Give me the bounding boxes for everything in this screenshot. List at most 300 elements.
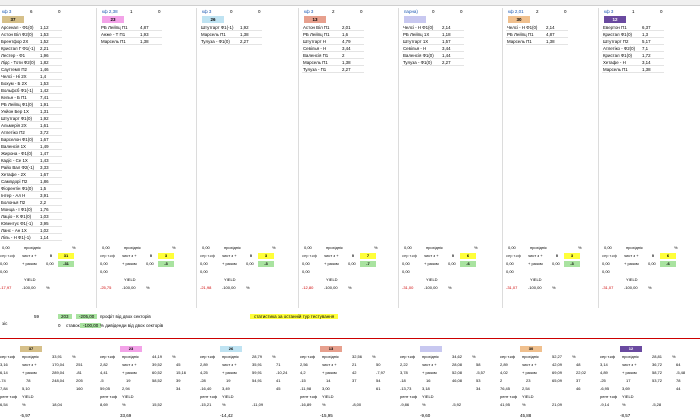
bet-name: Альмерія 2Х bbox=[1, 123, 27, 128]
overall-stat-value: 45 bbox=[276, 386, 281, 391]
column-subheader bbox=[100, 16, 188, 23]
list-item[interactable] bbox=[0, 157, 62, 164]
overall-stat-value: % bbox=[622, 402, 626, 407]
bet-odds: 1,38 bbox=[546, 39, 555, 44]
list-item[interactable] bbox=[0, 38, 62, 45]
bet-odds: 1,14 bbox=[40, 235, 49, 240]
stat-label: чист з + bbox=[222, 253, 237, 258]
bet-odds: 1,67 bbox=[40, 172, 49, 177]
list-item[interactable] bbox=[100, 31, 162, 38]
overall-stat-value: 36,72 bbox=[652, 362, 663, 367]
stat-value: -6 bbox=[660, 261, 676, 267]
footer-number: 45,88 bbox=[520, 413, 532, 418]
list-item[interactable] bbox=[302, 38, 364, 45]
column-stats bbox=[506, 244, 594, 292]
overall-stat-value: 3,78 bbox=[400, 370, 408, 375]
list-item[interactable] bbox=[402, 45, 464, 52]
overall-stat-value: прохідніс bbox=[322, 354, 339, 359]
list-item[interactable] bbox=[200, 31, 262, 38]
column-header bbox=[0, 8, 88, 16]
bet-odds: 3,33 bbox=[40, 165, 49, 170]
overall-stat-value: 41,95 bbox=[500, 402, 511, 407]
column-divider bbox=[502, 8, 503, 308]
overall-stat-value: 14 bbox=[326, 378, 331, 383]
overall-stat-value: 42,09 bbox=[552, 362, 563, 367]
yield-value: -100,00 bbox=[424, 285, 438, 290]
list-item[interactable] bbox=[402, 24, 464, 31]
column-count-badge bbox=[404, 16, 426, 23]
bet-name: Болонья П2 bbox=[1, 200, 26, 205]
overall-stat-value: 61 bbox=[376, 386, 381, 391]
stat-label: YIELD bbox=[124, 277, 136, 282]
bet-odds: 5,17 bbox=[642, 39, 651, 44]
overall-stat-value: 23 bbox=[526, 378, 531, 383]
bet-name: Севілья - Н bbox=[403, 46, 427, 51]
list-item[interactable] bbox=[0, 87, 62, 94]
overall-stat-value: -5 bbox=[100, 378, 104, 383]
list-item[interactable] bbox=[0, 52, 62, 59]
overall-stat-value: % bbox=[22, 402, 26, 407]
stat-value: 0,00 bbox=[506, 269, 514, 274]
bet-odds: 4,87 bbox=[140, 25, 149, 30]
stat-value: -31 bbox=[58, 261, 74, 267]
bet-name: Бохум - Б 2Х bbox=[1, 81, 28, 86]
column-header bbox=[302, 8, 390, 16]
bet-name: Кадіс - Се 1Х bbox=[1, 158, 28, 163]
stat-label: % bbox=[448, 285, 452, 290]
list-item[interactable] bbox=[506, 24, 568, 31]
footer-number: -14,42 bbox=[220, 413, 233, 418]
list-item[interactable] bbox=[602, 66, 664, 73]
list-item[interactable] bbox=[602, 59, 664, 66]
stat-value: -17,97 bbox=[0, 285, 12, 290]
odds-label: кф 3 bbox=[202, 9, 212, 14]
bet-name: Валенсія 1Х bbox=[1, 144, 26, 149]
bet-name: Ліль - Н Ф1(-1) bbox=[1, 235, 31, 240]
list-item[interactable] bbox=[0, 108, 62, 115]
odds-label: кф 3 bbox=[304, 9, 314, 14]
stat-value: 0,00 bbox=[648, 261, 656, 266]
list-item[interactable] bbox=[302, 45, 364, 52]
bet-name: Валенсія Ф1(0) bbox=[403, 53, 434, 58]
stat-value: 0,00 bbox=[348, 261, 356, 266]
overall-stat-value: 3,69 bbox=[622, 386, 630, 391]
list-item[interactable] bbox=[0, 31, 62, 38]
overall-stat-value: 58,52 bbox=[152, 378, 163, 383]
stat-value: 0,00 bbox=[302, 261, 310, 266]
list-item[interactable] bbox=[100, 24, 162, 31]
overall-stat-value: 251 bbox=[76, 362, 83, 367]
overall-stat-value: рент т.кф bbox=[400, 394, 418, 399]
overall-stat-value: рент т.кф bbox=[500, 394, 518, 399]
overall-stat-value: 60,52 bbox=[152, 370, 163, 375]
list-item[interactable] bbox=[0, 80, 62, 87]
list-item[interactable] bbox=[0, 73, 62, 80]
list-item[interactable] bbox=[0, 94, 62, 101]
list-item[interactable] bbox=[402, 52, 464, 59]
stat-label: сер т.кф bbox=[506, 253, 522, 258]
column-count-badge: 23 bbox=[102, 16, 124, 23]
summary-bets-label: ставок bbox=[66, 323, 80, 328]
column-subheader bbox=[402, 16, 490, 23]
stat-label: YIELD bbox=[224, 277, 236, 282]
bet-odds: 1,38 bbox=[140, 39, 149, 44]
list-item[interactable] bbox=[0, 220, 62, 227]
stat-value: 31 bbox=[58, 253, 74, 259]
overall-stat-value: -9,86 bbox=[400, 402, 410, 407]
list-item[interactable] bbox=[0, 199, 62, 206]
list-item[interactable] bbox=[0, 150, 62, 157]
overall-stat-value: 3,00 bbox=[322, 386, 330, 391]
stat-label: 0,00 bbox=[2, 245, 10, 250]
overall-stat-value: 44,19 bbox=[152, 354, 163, 359]
bet-odds: 1,02 bbox=[40, 228, 49, 233]
summary-profit: -205,00 bbox=[76, 314, 97, 319]
list-item[interactable] bbox=[0, 143, 62, 150]
header-value: 2 bbox=[332, 9, 335, 14]
overall-stat-value: -5,48 bbox=[676, 370, 686, 375]
bet-name: Марсель П1 bbox=[101, 39, 126, 44]
bet-list bbox=[200, 24, 262, 45]
list-item[interactable] bbox=[0, 213, 62, 220]
column-header bbox=[200, 8, 288, 16]
bet-name: Штутгарт Н bbox=[303, 39, 326, 44]
list-item[interactable] bbox=[602, 38, 664, 45]
yield-value: -100,00 bbox=[22, 285, 36, 290]
list-item[interactable] bbox=[0, 122, 62, 129]
stat-label: прохідніс bbox=[426, 245, 443, 250]
stat-value: -7 bbox=[360, 261, 376, 267]
bet-name: Кристал Ф1(0) bbox=[603, 53, 632, 58]
stat-value: -25,75 bbox=[100, 285, 112, 290]
overall-stat-value: 18,04 bbox=[52, 402, 63, 407]
stat-value: 0,00 bbox=[100, 261, 108, 266]
stat-value: -6 bbox=[460, 261, 476, 267]
bet-odds: 2,14 bbox=[442, 25, 451, 30]
column-subheader bbox=[506, 16, 594, 23]
overall-stat-value: 34 bbox=[176, 386, 181, 391]
bet-odds: 1,38 bbox=[342, 60, 351, 65]
stat-value: 0,00 bbox=[602, 269, 610, 274]
list-item[interactable] bbox=[0, 171, 62, 178]
overall-stat-value: % bbox=[72, 354, 76, 359]
stat-value: 0,00 bbox=[302, 269, 310, 274]
overall-stat-value: 170,04 bbox=[52, 362, 65, 367]
list-item[interactable] bbox=[0, 234, 62, 241]
list-item[interactable] bbox=[506, 38, 568, 45]
stat-label: прохідніс bbox=[326, 245, 343, 250]
overall-stat-value: 4,89 bbox=[600, 370, 608, 375]
list-item[interactable] bbox=[0, 136, 62, 143]
column-stats bbox=[0, 244, 88, 292]
overall-stat-value: чист з + bbox=[622, 362, 637, 367]
overall-stat-value: 46,08 bbox=[452, 378, 463, 383]
header-value: 0 bbox=[158, 9, 161, 14]
stat-label: % bbox=[374, 245, 378, 250]
overall-stat-value: 6,54 bbox=[0, 402, 8, 407]
list-item[interactable] bbox=[0, 59, 62, 66]
overall-stat-value: рент т.кф bbox=[600, 394, 618, 399]
bet-odds: 1,67 bbox=[40, 137, 49, 142]
bet-list bbox=[602, 24, 664, 73]
bet-name: Астон Віл Ф2(0) bbox=[1, 32, 34, 37]
footer-number: -5,97 bbox=[20, 413, 31, 418]
overall-stat-value: 50 bbox=[376, 362, 381, 367]
list-item[interactable] bbox=[402, 31, 464, 38]
list-item[interactable] bbox=[506, 31, 568, 38]
overall-stat-value: 205 bbox=[76, 378, 83, 383]
list-item[interactable] bbox=[602, 45, 664, 52]
overall-stat-value: 53,72 bbox=[652, 378, 663, 383]
overall-stat-value: 2,82 bbox=[100, 362, 108, 367]
list-item[interactable] bbox=[0, 66, 62, 73]
list-item[interactable] bbox=[0, 164, 62, 171]
overall-stat-value: 248,04 bbox=[52, 378, 65, 383]
top-row-bar bbox=[0, 0, 700, 6]
bet-odds: 1,52 bbox=[40, 39, 49, 44]
last-round-stats-label: статистика за останній тур тестування bbox=[250, 314, 338, 319]
stat-value: 0,00 bbox=[402, 261, 410, 266]
stat-value: 6 bbox=[660, 253, 676, 259]
yield-value: -100,00 bbox=[222, 285, 236, 290]
yield-value: -100,00 bbox=[624, 285, 638, 290]
overall-stat-value: 16 bbox=[426, 378, 431, 383]
overall-stat-value: 34,62 bbox=[452, 354, 463, 359]
stat-label: % bbox=[552, 285, 556, 290]
stat-label: сер т.кф bbox=[200, 253, 216, 258]
overall-stat-value: 78 bbox=[26, 378, 31, 383]
overall-count-badge bbox=[420, 346, 442, 352]
overall-stat-value: -11,09 bbox=[252, 402, 264, 407]
bet-odds: 2,27 bbox=[342, 67, 351, 72]
bet-odds: 2,01 bbox=[342, 25, 351, 30]
bet-odds: 1,72 bbox=[642, 53, 651, 58]
overall-stat-value: -7,97 bbox=[376, 370, 386, 375]
stat-label: + разом bbox=[222, 261, 237, 266]
bet-name: Арсенал - Ф1(0) bbox=[1, 25, 34, 30]
overall-stat-value: 59,91 bbox=[252, 370, 263, 375]
overall-stat-value: + разом bbox=[522, 370, 537, 375]
stat-value: 0,00 bbox=[0, 269, 8, 274]
stat-value: -3 bbox=[564, 261, 580, 267]
overall-stat-value: 33,91 bbox=[52, 354, 63, 359]
bet-name: Жирона - Ф1(0) bbox=[1, 151, 33, 156]
bet-name: Саутгемп П2 bbox=[1, 67, 27, 72]
overall-stat-value: % bbox=[672, 354, 676, 359]
bet-odds: 1,92 bbox=[240, 25, 249, 30]
stat-label: % bbox=[474, 245, 478, 250]
overall-stat-value: прохідніс bbox=[122, 354, 139, 359]
header-value: 6 bbox=[30, 9, 33, 14]
bet-name: Райо Вал Ф2(-1) bbox=[1, 165, 35, 170]
stat-label: сер т.кф bbox=[402, 253, 418, 258]
overall-stat-value: -5,57 bbox=[476, 370, 486, 375]
overall-stat-value: 17 bbox=[626, 378, 631, 383]
bet-name: Барселон Ф1(0) bbox=[1, 137, 34, 142]
bet-name: Хетафе - 2Х bbox=[1, 172, 26, 177]
bet-odds: 1,38 bbox=[240, 32, 249, 37]
bet-name: Евертон П1 bbox=[603, 25, 627, 30]
selection-column bbox=[506, 8, 594, 308]
header-value: 0 bbox=[58, 9, 61, 14]
selection-column bbox=[302, 8, 390, 308]
bet-name: Тулуза - Ф1(0) bbox=[403, 60, 432, 65]
stat-label: чист з + bbox=[624, 253, 639, 258]
bet-odds: 1,96 bbox=[40, 53, 49, 58]
list-item[interactable] bbox=[602, 52, 664, 59]
header-value: 0 bbox=[660, 9, 663, 14]
stat-value: 0,00 bbox=[146, 261, 154, 266]
column-header bbox=[100, 8, 188, 16]
list-item[interactable] bbox=[302, 52, 364, 59]
bet-odds: 4,87 bbox=[546, 32, 555, 37]
overall-stat-value: 28,79 bbox=[252, 354, 263, 359]
overall-stat-value: 52,08 bbox=[452, 370, 463, 375]
list-item[interactable] bbox=[302, 31, 364, 38]
overall-stat-value: 4,02 bbox=[500, 370, 508, 375]
overall-stat-value: + разом bbox=[422, 370, 437, 375]
list-item[interactable] bbox=[0, 45, 62, 52]
stat-label: % bbox=[648, 285, 652, 290]
overall-stat-value: -28 bbox=[200, 378, 206, 383]
overall-stat-value: 2,94 bbox=[122, 386, 130, 391]
stat-label: + разом bbox=[624, 261, 639, 266]
overall-stat-value: -11,98 bbox=[300, 386, 312, 391]
stat-value: 0,00 bbox=[602, 261, 610, 266]
column-stats bbox=[302, 244, 390, 292]
bet-list bbox=[100, 24, 162, 45]
list-item[interactable] bbox=[200, 38, 262, 45]
stat-value: 0,00 bbox=[448, 261, 456, 266]
column-subheader bbox=[602, 16, 690, 23]
overall-count-badge: 23 bbox=[120, 346, 142, 352]
stat-label: чист з + bbox=[528, 253, 543, 258]
stat-value: 0 bbox=[149, 253, 153, 258]
bet-name: Монца - І Ф1(0) bbox=[1, 207, 33, 212]
list-item[interactable] bbox=[302, 24, 364, 31]
overall-count-badge: 30 bbox=[520, 346, 542, 352]
bet-name: Сампдорі П2 bbox=[1, 179, 28, 184]
stat-value: 0 bbox=[555, 253, 559, 258]
list-item[interactable] bbox=[402, 59, 464, 66]
overall-count-badge: 13 bbox=[320, 346, 342, 352]
stat-value: 3 bbox=[158, 253, 174, 259]
bet-name: Челсі - Н Ф1(0) bbox=[403, 25, 434, 30]
overall-stat-value: прохідніс bbox=[22, 354, 39, 359]
overall-stat-value: % bbox=[572, 354, 576, 359]
list-item[interactable] bbox=[0, 129, 62, 136]
overall-stat-value: чист з + bbox=[322, 362, 337, 367]
overall-stat-value: 59,05 bbox=[100, 386, 111, 391]
overall-stat-value: чист з + bbox=[422, 362, 437, 367]
stat-label: сер т.кф bbox=[100, 253, 116, 258]
overall-stat-value: 35,91 bbox=[252, 362, 263, 367]
stat-label: сер т.кф bbox=[302, 253, 318, 258]
overall-stat-block bbox=[200, 344, 298, 420]
list-item[interactable] bbox=[100, 38, 162, 45]
bet-name: Кельн - Б П1 bbox=[1, 95, 27, 100]
bet-name: Кристал Г Ф1(-1) bbox=[1, 46, 36, 51]
overall-stat-value: 52,27 bbox=[552, 354, 563, 359]
stat-label: % bbox=[348, 285, 352, 290]
odds-label: парна) bbox=[404, 9, 418, 14]
stat-value: -12,80 bbox=[302, 285, 314, 290]
selection-column bbox=[200, 8, 288, 308]
overall-stat-value: 4,25 bbox=[200, 370, 208, 375]
overall-stat-block bbox=[0, 344, 98, 420]
overall-stat-value: рент т.кф bbox=[0, 394, 18, 399]
overall-stat-value: -5,28 bbox=[652, 402, 662, 407]
bet-odds: 1,03 bbox=[40, 214, 49, 219]
stat-value: -3 bbox=[258, 261, 274, 267]
overall-stat-value: 28,81 bbox=[652, 354, 663, 359]
list-item[interactable] bbox=[302, 66, 364, 73]
list-item[interactable] bbox=[602, 24, 664, 31]
bet-name: Анже - Т П1 bbox=[101, 32, 126, 37]
overall-stat-value: % bbox=[272, 354, 276, 359]
header-value: 0 bbox=[360, 9, 363, 14]
list-item[interactable] bbox=[0, 185, 62, 192]
bet-odds: 1,76 bbox=[40, 207, 49, 212]
bet-odds: 2,2 bbox=[40, 200, 47, 205]
list-item[interactable] bbox=[0, 101, 62, 108]
list-item[interactable] bbox=[602, 31, 664, 38]
column-subheader bbox=[302, 16, 390, 23]
list-item[interactable] bbox=[0, 178, 62, 185]
list-item[interactable] bbox=[200, 24, 262, 31]
bet-odds: 3,44 bbox=[442, 46, 451, 51]
bet-name: Ювентус Ф1(-1) bbox=[1, 221, 33, 226]
overall-stat-value: -15,21 bbox=[200, 402, 212, 407]
overall-stat-value: 2,89 bbox=[500, 362, 508, 367]
column-count-badge: 13 bbox=[304, 16, 326, 23]
list-item[interactable] bbox=[0, 206, 62, 213]
stat-value: 0 bbox=[249, 253, 253, 258]
overall-stat-value: 2,89 bbox=[200, 362, 208, 367]
bet-odds: 1,3 bbox=[642, 32, 649, 37]
bet-odds: 1,57 bbox=[442, 39, 451, 44]
bet-name: Хетафе - Н bbox=[603, 60, 626, 65]
list-item[interactable] bbox=[0, 227, 62, 234]
bet-name: Севілья - Н bbox=[303, 46, 327, 51]
stat-label: прохідніс bbox=[530, 245, 547, 250]
overall-stat-value: 21,09 bbox=[552, 402, 563, 407]
list-item[interactable] bbox=[0, 115, 62, 122]
overall-stat-value: 7,84 bbox=[0, 386, 8, 391]
stat-label: чист з + bbox=[424, 253, 439, 258]
list-item[interactable] bbox=[402, 38, 464, 45]
stat-label: % bbox=[674, 245, 678, 250]
overall-stat-block bbox=[100, 344, 198, 420]
list-item[interactable] bbox=[0, 192, 62, 199]
bet-odds: 1,4 bbox=[40, 74, 47, 79]
summary-dividend-label: % дивіденди від двох секторів bbox=[100, 323, 164, 328]
column-divider bbox=[96, 8, 97, 308]
overall-stat-value: -13,73 bbox=[400, 386, 412, 391]
overall-stat-value: 37 bbox=[352, 378, 357, 383]
bet-name: Кристал Ф1(0) bbox=[603, 32, 632, 37]
bet-odds: 6,37 bbox=[642, 25, 651, 30]
bet-name: Штутгарт 1Х bbox=[403, 39, 429, 44]
bet-name: Лідс - Тоти Ф2(0) bbox=[1, 60, 36, 65]
list-item[interactable] bbox=[0, 24, 62, 31]
bet-odds: 1,47 bbox=[40, 151, 49, 156]
stat-value: 0,00 bbox=[552, 261, 560, 266]
bet-odds: 1,53 bbox=[40, 81, 49, 86]
overall-stat-value: -5,92 bbox=[452, 402, 462, 407]
stat-label: чист з + bbox=[22, 253, 37, 258]
list-item[interactable] bbox=[302, 59, 364, 66]
